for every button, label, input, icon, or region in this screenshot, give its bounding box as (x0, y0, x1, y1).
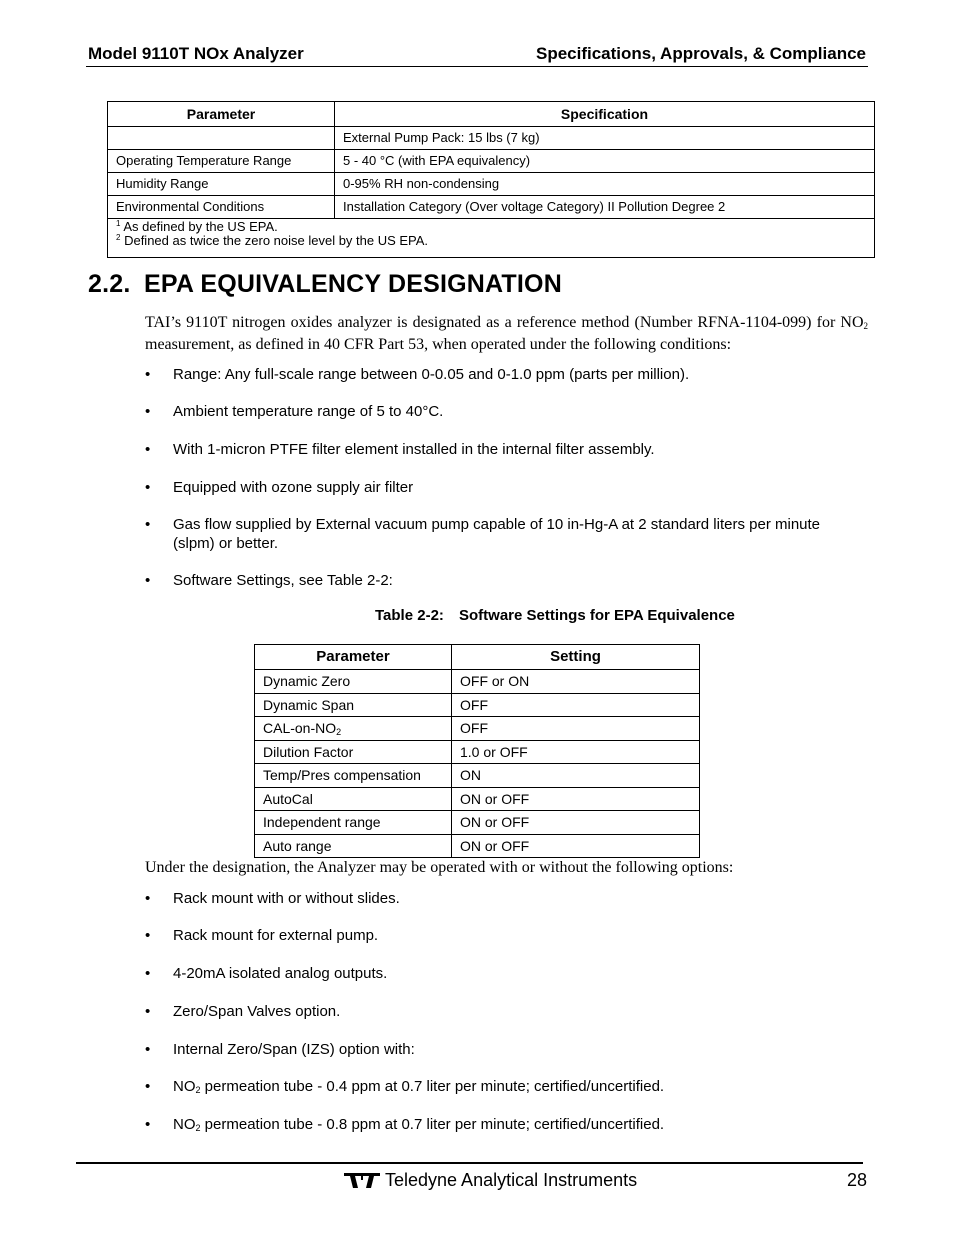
spec-value: 5 - 40 °C (with EPA equivalency) (335, 150, 875, 173)
table-caption-label: Table 2-2: (375, 607, 444, 624)
setting-value: OFF (452, 693, 700, 717)
setting-value: ON or OFF (452, 787, 700, 811)
page-number: 28 (846, 1170, 867, 1190)
spec-notes-row (108, 219, 875, 258)
spec-value: External Pump Pack: 15 lbs (7 kg) (335, 127, 875, 150)
settings-header-setting: Setting (452, 645, 700, 670)
spec-header-row (108, 102, 875, 127)
table-row (255, 693, 700, 717)
setting-param: AutoCal (255, 787, 452, 811)
spec-value: Installation Category (Over voltage Category) II Pollution Degree 2 (335, 196, 875, 219)
header-title: Model 9110T NOx Analyzer (88, 44, 304, 63)
bullet-icon: • (145, 1078, 151, 1095)
table-row (255, 834, 700, 858)
setting-param: Dynamic Span (255, 693, 452, 717)
spec-header-parameter: Parameter (108, 102, 335, 127)
bullet-icon: • (145, 1041, 151, 1058)
bullet-icon: • (145, 890, 151, 907)
options-intro: Under the designation, the Analyzer may be operated with or without the following options: (145, 859, 734, 876)
spec-table (107, 101, 875, 258)
table-row (255, 811, 700, 835)
table-row (255, 740, 700, 764)
table-caption-title: Software Settings for EPA Equivalence (459, 607, 735, 624)
setting-param: Dilution Factor (255, 740, 452, 764)
bullet-icon: • (145, 366, 151, 383)
setting-value: 1.0 or OFF (452, 740, 700, 764)
settings-header-row (255, 645, 700, 670)
footer-rule (76, 1162, 863, 1164)
spec-param: Environmental Conditions (108, 196, 335, 219)
spec-param (108, 127, 335, 150)
bullet-icon: • (145, 1116, 151, 1133)
bullet-icon: • (145, 516, 151, 533)
table-row (255, 787, 700, 811)
bullet-icon: • (145, 1003, 151, 1020)
setting-param: CAL-$on-NO_2$ (255, 717, 452, 741)
table-row (108, 173, 875, 196)
table-row (255, 764, 700, 788)
setting-value: ON or OFF (452, 811, 700, 835)
setting-param: Dynamic Zero (255, 670, 452, 694)
footnote-2: $^2$ Defined as twice the zero noise level by the US EPA. (116, 233, 429, 248)
table-row (108, 196, 875, 219)
spec-param: Humidity Range (108, 173, 335, 196)
intro-paragraph: TAI’s 9110T nitrogen oxides analyzer is designated as a reference method (Number RFNA-1104-099) for $NO_2$ measurement, as defined in 40 CFR Part 53, when operated under the following conditions: (145, 314, 868, 353)
header-rule (86, 66, 868, 67)
section-number: 2.2. (88, 270, 131, 298)
header-section: Specifications, Approvals, & Compliance (535, 44, 866, 63)
setting-value: OFF or ON (452, 670, 700, 694)
bullet-icon: • (145, 403, 151, 420)
bullet-icon: • (145, 927, 151, 944)
table-row (108, 127, 875, 150)
spec-header-specification: Specification (335, 102, 875, 127)
bullet-icon: • (145, 441, 151, 458)
table-row (255, 717, 700, 741)
bullet-icon: • (145, 479, 151, 496)
setting-value: ON or OFF (452, 834, 700, 858)
spec-param: Operating Temperature Range (108, 150, 335, 173)
setting-param: Auto range (255, 834, 452, 858)
table-row (255, 670, 700, 694)
table-caption (375, 607, 735, 624)
settings-header-parameter: Parameter (255, 645, 452, 670)
setting-param: Temp/Pres compensation (255, 764, 452, 788)
bullet-icon: • (145, 572, 151, 589)
spec-value: 0-95% RH non-condensing (335, 173, 875, 196)
footer-brand: Teledyne Analytical Instruments (385, 1170, 638, 1190)
section-heading (88, 270, 562, 299)
setting-value: ON (452, 764, 700, 788)
footnote-1: $^1$ As defined by the US EPA. (116, 219, 278, 234)
bullet-icon: • (145, 965, 151, 982)
section-title: EPA EQUIVALENCY DESIGNATION (144, 270, 562, 298)
settings-table (254, 644, 700, 858)
setting-value: OFF (452, 717, 700, 741)
spec-notes (108, 219, 875, 258)
setting-param: Independent range (255, 811, 452, 835)
teledyne-logo-icon (344, 1170, 380, 1190)
table-row (108, 150, 875, 173)
